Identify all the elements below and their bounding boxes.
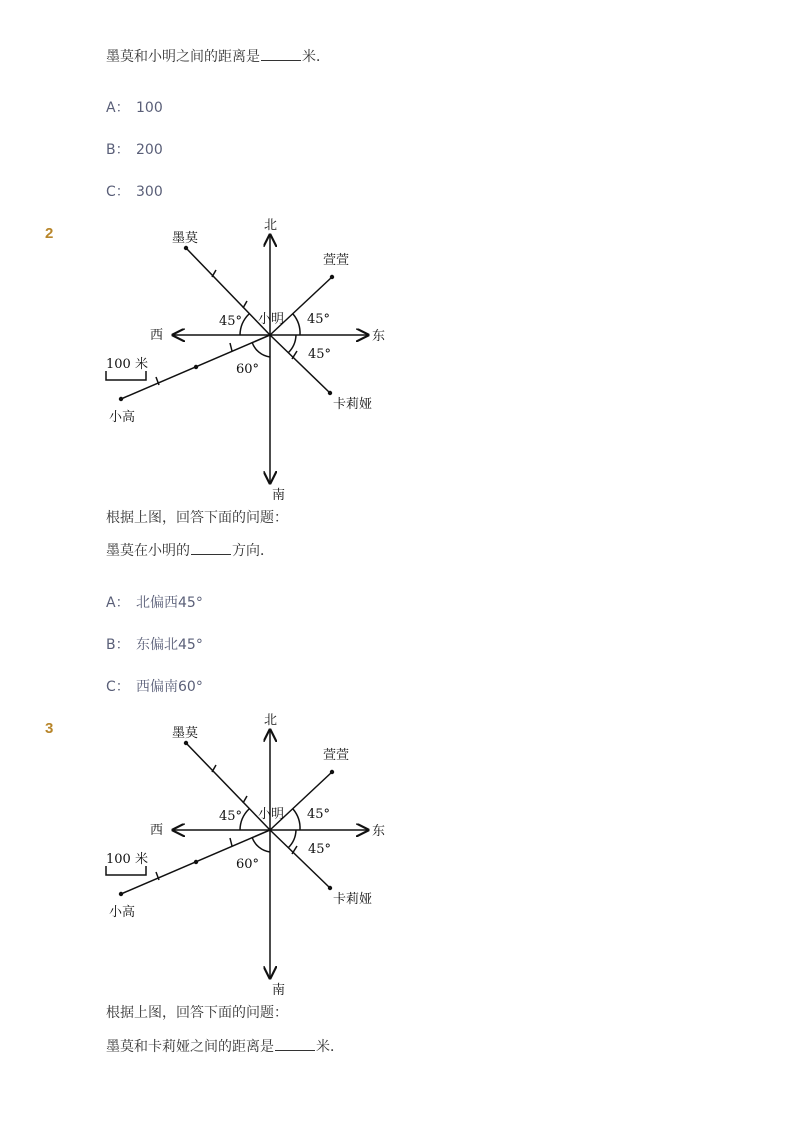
q1-stem-after: 米． xyxy=(302,49,330,65)
angle-se-label: 45° xyxy=(308,347,332,362)
center-label: 小明 xyxy=(258,312,285,327)
q3-answer-blank[interactable] xyxy=(275,1036,315,1051)
q1-stem-before: 墨莫和小明之间的距离是 xyxy=(106,49,260,65)
nw-person-label: 墨莫 xyxy=(172,231,199,246)
q2-stem-after: 方向． xyxy=(232,543,274,559)
option-text: 100 xyxy=(136,100,163,116)
q3-intro: 根据上图，回答下面的问题： xyxy=(106,1005,288,1021)
option-text: 300 xyxy=(136,184,163,200)
ray-to-se-person xyxy=(270,830,330,888)
q1-option-a[interactable] xyxy=(106,98,163,118)
angle-sw-label: 60° xyxy=(236,857,260,872)
ne-person-dot xyxy=(330,770,334,774)
q3-direction-diagram xyxy=(100,710,400,995)
scale-label: 100 米 xyxy=(106,852,148,867)
option-letter: B： xyxy=(106,637,130,653)
south-label: 南 xyxy=(272,488,286,500)
ne-person-dot xyxy=(330,275,334,279)
se-person-label: 卡莉娅 xyxy=(333,892,373,907)
north-label: 北 xyxy=(264,218,278,233)
scale-bar xyxy=(106,866,146,875)
q2-number: 2 xyxy=(45,225,54,242)
west-label: 西 xyxy=(150,328,164,343)
angle-sw-label: 60° xyxy=(236,362,260,377)
nw-person-dot xyxy=(184,741,188,745)
center-label: 小明 xyxy=(258,807,285,822)
option-letter: C： xyxy=(106,184,130,200)
option-text: 200 xyxy=(136,142,163,158)
se-person-dot xyxy=(328,886,332,890)
scale-label: 100 米 xyxy=(106,357,148,372)
angle-arc-se xyxy=(288,335,296,353)
sw-person-label: 小高 xyxy=(109,905,136,920)
south-label: 南 xyxy=(272,983,286,995)
angle-arc-se xyxy=(288,830,296,848)
ne-person-label: 萱萱 xyxy=(323,253,350,268)
west-label: 西 xyxy=(150,823,164,838)
angle-se-label: 45° xyxy=(308,842,332,857)
compass-diagram xyxy=(100,710,400,995)
tick-mark xyxy=(230,838,232,846)
scale-bar xyxy=(106,371,146,380)
q2-direction-diagram xyxy=(100,215,400,500)
sw-person-dot xyxy=(119,397,123,401)
sw-person-dot xyxy=(119,892,123,896)
east-label: 东 xyxy=(372,329,386,344)
angle-ne-label: 45° xyxy=(307,312,331,327)
midpoint-dot xyxy=(194,365,198,369)
option-letter: B： xyxy=(106,142,130,158)
q1-option-c[interactable] xyxy=(106,182,163,202)
north-label: 北 xyxy=(264,713,278,728)
angle-arc-sw xyxy=(252,342,270,357)
angle-arc-ne xyxy=(293,809,300,830)
option-letter: A： xyxy=(106,595,130,611)
se-person-label: 卡莉娅 xyxy=(333,397,373,412)
q3-stem-after: 米． xyxy=(316,1039,344,1055)
q2-option-c[interactable] xyxy=(106,677,203,697)
compass-diagram xyxy=(100,215,400,500)
option-text: 东偏北45° xyxy=(136,637,203,653)
tick-mark xyxy=(243,796,247,803)
angle-arc-ne xyxy=(293,314,300,335)
q3-number: 3 xyxy=(45,720,54,737)
midpoint-dot xyxy=(194,860,198,864)
east-label: 东 xyxy=(372,824,386,839)
sw-person-label: 小高 xyxy=(109,410,136,425)
tick-mark xyxy=(230,343,232,351)
option-letter: A： xyxy=(106,100,130,116)
q2-option-a[interactable] xyxy=(106,593,203,613)
option-letter: C： xyxy=(106,679,130,695)
ne-person-label: 萱萱 xyxy=(323,748,350,763)
nw-person-label: 墨莫 xyxy=(172,726,199,741)
ray-to-se-person xyxy=(270,335,330,393)
q2-intro: 根据上图，回答下面的问题： xyxy=(106,510,288,526)
angle-arc-sw xyxy=(252,837,270,852)
angle-ne-label: 45° xyxy=(307,807,331,822)
q1-option-b[interactable] xyxy=(106,140,163,160)
q1-answer-blank[interactable] xyxy=(261,46,301,61)
se-person-dot xyxy=(328,391,332,395)
angle-nw-label: 45° xyxy=(219,314,243,329)
option-text: 北偏西45° xyxy=(136,595,203,611)
tick-mark xyxy=(243,301,247,308)
q2-stem-before: 墨莫在小明的 xyxy=(106,543,190,559)
q2-answer-blank[interactable] xyxy=(191,540,231,555)
q3-stem-before: 墨莫和卡莉娅之间的距离是 xyxy=(106,1039,274,1055)
q3-stem xyxy=(106,1036,344,1057)
q1-stem xyxy=(106,46,330,67)
nw-person-dot xyxy=(184,246,188,250)
q2-option-b[interactable] xyxy=(106,635,203,655)
option-text: 西偏南60° xyxy=(136,679,203,695)
q2-stem xyxy=(106,540,274,561)
angle-nw-label: 45° xyxy=(219,809,243,824)
